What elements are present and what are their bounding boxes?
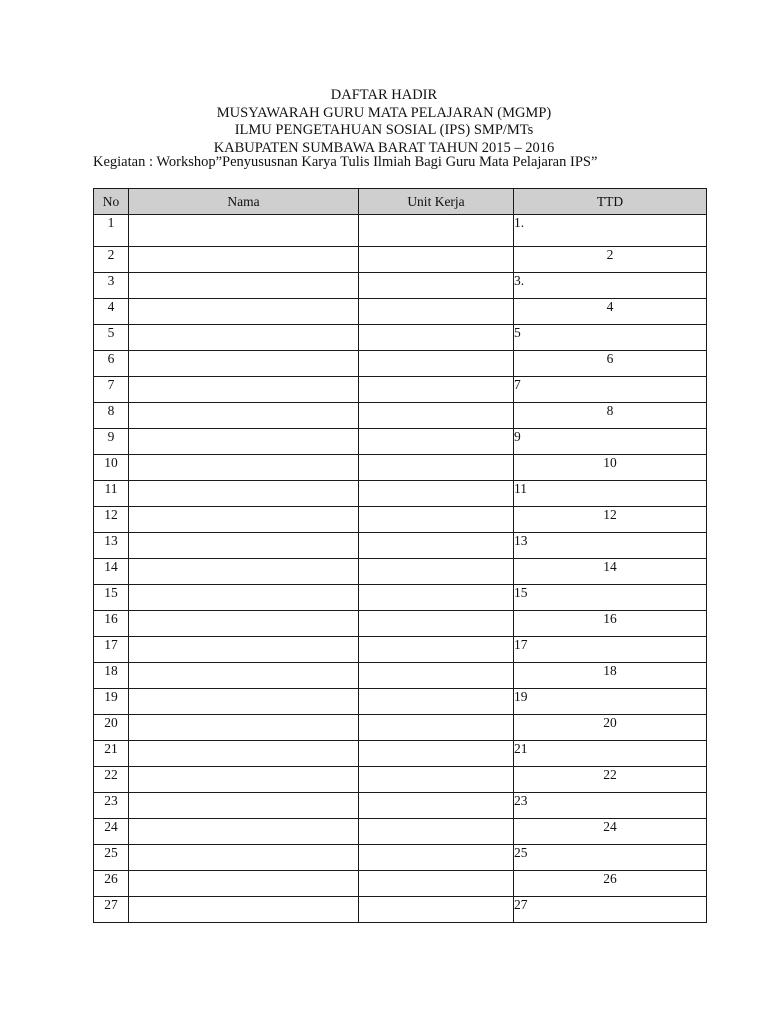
- row-number: 9: [94, 429, 129, 455]
- nama-cell[interactable]: [129, 637, 359, 663]
- table-row: [94, 507, 707, 533]
- nama-cell[interactable]: [129, 559, 359, 585]
- nama-cell[interactable]: [129, 715, 359, 741]
- document-header: [0, 87, 768, 157]
- unit-kerja-cell[interactable]: [359, 247, 514, 273]
- ttd-cell[interactable]: 17: [514, 637, 707, 663]
- column-header-unit-kerja: Unit Kerja: [359, 189, 514, 215]
- nama-cell[interactable]: [129, 403, 359, 429]
- row-number: 22: [94, 767, 129, 793]
- table-row: [94, 845, 707, 871]
- nama-cell[interactable]: [129, 689, 359, 715]
- nama-cell[interactable]: [129, 845, 359, 871]
- table-row: [94, 215, 707, 247]
- ttd-cell[interactable]: 4: [514, 299, 707, 325]
- nama-cell[interactable]: [129, 793, 359, 819]
- unit-kerja-cell[interactable]: [359, 767, 514, 793]
- nama-cell[interactable]: [129, 507, 359, 533]
- nama-cell[interactable]: [129, 741, 359, 767]
- unit-kerja-cell[interactable]: [359, 741, 514, 767]
- unit-kerja-cell[interactable]: [359, 429, 514, 455]
- unit-kerja-cell[interactable]: [359, 403, 514, 429]
- unit-kerja-cell[interactable]: [359, 273, 514, 299]
- row-number: 7: [94, 377, 129, 403]
- ttd-cell[interactable]: 10: [514, 455, 707, 481]
- table-row: [94, 585, 707, 611]
- nama-cell[interactable]: [129, 897, 359, 923]
- unit-kerja-cell[interactable]: [359, 663, 514, 689]
- unit-kerja-cell[interactable]: [359, 533, 514, 559]
- ttd-cell[interactable]: 24: [514, 819, 707, 845]
- nama-cell[interactable]: [129, 299, 359, 325]
- ttd-cell[interactable]: 3.: [514, 273, 707, 299]
- nama-cell[interactable]: [129, 871, 359, 897]
- row-number: 2: [94, 247, 129, 273]
- unit-kerja-cell[interactable]: [359, 819, 514, 845]
- nama-cell[interactable]: [129, 585, 359, 611]
- row-number: 4: [94, 299, 129, 325]
- row-number: 8: [94, 403, 129, 429]
- nama-cell[interactable]: [129, 377, 359, 403]
- table-row: [94, 533, 707, 559]
- row-number: 17: [94, 637, 129, 663]
- ttd-cell[interactable]: 19: [514, 689, 707, 715]
- kegiatan-line: Kegiatan : Workshop”Penyususnan Karya Tulis Ilmiah Bagi Guru Mata Pelajaran IPS”: [93, 154, 598, 170]
- nama-cell[interactable]: [129, 767, 359, 793]
- unit-kerja-cell[interactable]: [359, 585, 514, 611]
- unit-kerja-cell[interactable]: [359, 559, 514, 585]
- table-row: [94, 767, 707, 793]
- ttd-cell[interactable]: 23: [514, 793, 707, 819]
- row-number: 21: [94, 741, 129, 767]
- row-number: 23: [94, 793, 129, 819]
- ttd-cell[interactable]: 22: [514, 767, 707, 793]
- table-row: [94, 325, 707, 351]
- ttd-cell[interactable]: 15: [514, 585, 707, 611]
- title-line-1: DAFTAR HADIR: [330, 87, 438, 103]
- unit-kerja-cell[interactable]: [359, 455, 514, 481]
- ttd-cell[interactable]: 5: [514, 325, 707, 351]
- row-number: 24: [94, 819, 129, 845]
- table-row: [94, 403, 707, 429]
- ttd-cell[interactable]: 13: [514, 533, 707, 559]
- unit-kerja-cell[interactable]: [359, 215, 514, 247]
- nama-cell[interactable]: [129, 481, 359, 507]
- unit-kerja-cell[interactable]: [359, 845, 514, 871]
- nama-cell[interactable]: [129, 429, 359, 455]
- row-number: 5: [94, 325, 129, 351]
- unit-kerja-cell[interactable]: [359, 637, 514, 663]
- unit-kerja-cell[interactable]: [359, 325, 514, 351]
- title-line-3: ILMU PENGETAHUAN SOSIAL (IPS) SMP/MTs: [234, 122, 534, 138]
- ttd-cell[interactable]: 1.: [514, 215, 707, 247]
- unit-kerja-cell[interactable]: [359, 481, 514, 507]
- row-number: 3: [94, 273, 129, 299]
- ttd-cell[interactable]: 2: [514, 247, 707, 273]
- unit-kerja-cell[interactable]: [359, 689, 514, 715]
- table-row: [94, 377, 707, 403]
- table-row: [94, 897, 707, 923]
- row-number: 15: [94, 585, 129, 611]
- table-row: [94, 559, 707, 585]
- table-row: [94, 793, 707, 819]
- table-row: [94, 663, 707, 689]
- ttd-cell[interactable]: 6: [514, 351, 707, 377]
- table-row: [94, 351, 707, 377]
- ttd-cell[interactable]: 8: [514, 403, 707, 429]
- row-number: 11: [94, 481, 129, 507]
- table-row: [94, 715, 707, 741]
- nama-cell[interactable]: [129, 611, 359, 637]
- row-number: 6: [94, 351, 129, 377]
- row-number: 1: [94, 215, 129, 247]
- table-row: [94, 299, 707, 325]
- nama-cell[interactable]: [129, 455, 359, 481]
- title-line-4: KABUPATEN SUMBAWA BARAT TAHUN 2015 – 2016: [213, 139, 555, 156]
- row-number: 18: [94, 663, 129, 689]
- unit-kerja-cell[interactable]: [359, 897, 514, 923]
- ttd-cell[interactable]: 25: [514, 845, 707, 871]
- table-row: [94, 429, 707, 455]
- table-row: [94, 871, 707, 897]
- title-line-2: MUSYAWARAH GURU MATA PELAJARAN (MGMP): [216, 104, 552, 121]
- nama-cell[interactable]: [129, 533, 359, 559]
- row-number: 20: [94, 715, 129, 741]
- row-number: 26: [94, 871, 129, 897]
- table-row: [94, 455, 707, 481]
- table-header-row: [94, 189, 707, 215]
- row-number: 19: [94, 689, 129, 715]
- table-row: [94, 247, 707, 273]
- row-number: 27: [94, 897, 129, 923]
- nama-cell[interactable]: [129, 351, 359, 377]
- table-row: [94, 819, 707, 845]
- ttd-cell[interactable]: 21: [514, 741, 707, 767]
- unit-kerja-cell[interactable]: [359, 351, 514, 377]
- unit-kerja-cell[interactable]: [359, 507, 514, 533]
- nama-cell[interactable]: [129, 273, 359, 299]
- unit-kerja-cell[interactable]: [359, 793, 514, 819]
- column-header-nama: Nama: [129, 189, 359, 215]
- nama-cell[interactable]: [129, 663, 359, 689]
- ttd-cell[interactable]: 14: [514, 559, 707, 585]
- attendance-table: [93, 188, 707, 923]
- row-number: 25: [94, 845, 129, 871]
- row-number: 13: [94, 533, 129, 559]
- ttd-cell[interactable]: 9: [514, 429, 707, 455]
- ttd-cell[interactable]: 7: [514, 377, 707, 403]
- table-body: [94, 215, 707, 923]
- table-row: [94, 273, 707, 299]
- column-header-ttd: TTD: [514, 189, 707, 215]
- ttd-cell[interactable]: 16: [514, 611, 707, 637]
- ttd-cell[interactable]: 27: [514, 897, 707, 923]
- nama-cell[interactable]: [129, 215, 359, 247]
- table-row: [94, 481, 707, 507]
- unit-kerja-cell[interactable]: [359, 299, 514, 325]
- nama-cell[interactable]: [129, 325, 359, 351]
- table-row: [94, 611, 707, 637]
- row-number: 12: [94, 507, 129, 533]
- table-row: [94, 637, 707, 663]
- ttd-cell[interactable]: 18: [514, 663, 707, 689]
- ttd-cell[interactable]: 11: [514, 481, 707, 507]
- ttd-cell[interactable]: 20: [514, 715, 707, 741]
- unit-kerja-cell[interactable]: [359, 377, 514, 403]
- unit-kerja-cell[interactable]: [359, 715, 514, 741]
- unit-kerja-cell[interactable]: [359, 871, 514, 897]
- column-header-no: No: [94, 189, 129, 215]
- table-row: [94, 689, 707, 715]
- nama-cell[interactable]: [129, 819, 359, 845]
- ttd-cell[interactable]: 12: [514, 507, 707, 533]
- row-number: 10: [94, 455, 129, 481]
- row-number: 14: [94, 559, 129, 585]
- unit-kerja-cell[interactable]: [359, 611, 514, 637]
- row-number: 16: [94, 611, 129, 637]
- table-row: [94, 741, 707, 767]
- ttd-cell[interactable]: 26: [514, 871, 707, 897]
- nama-cell[interactable]: [129, 247, 359, 273]
